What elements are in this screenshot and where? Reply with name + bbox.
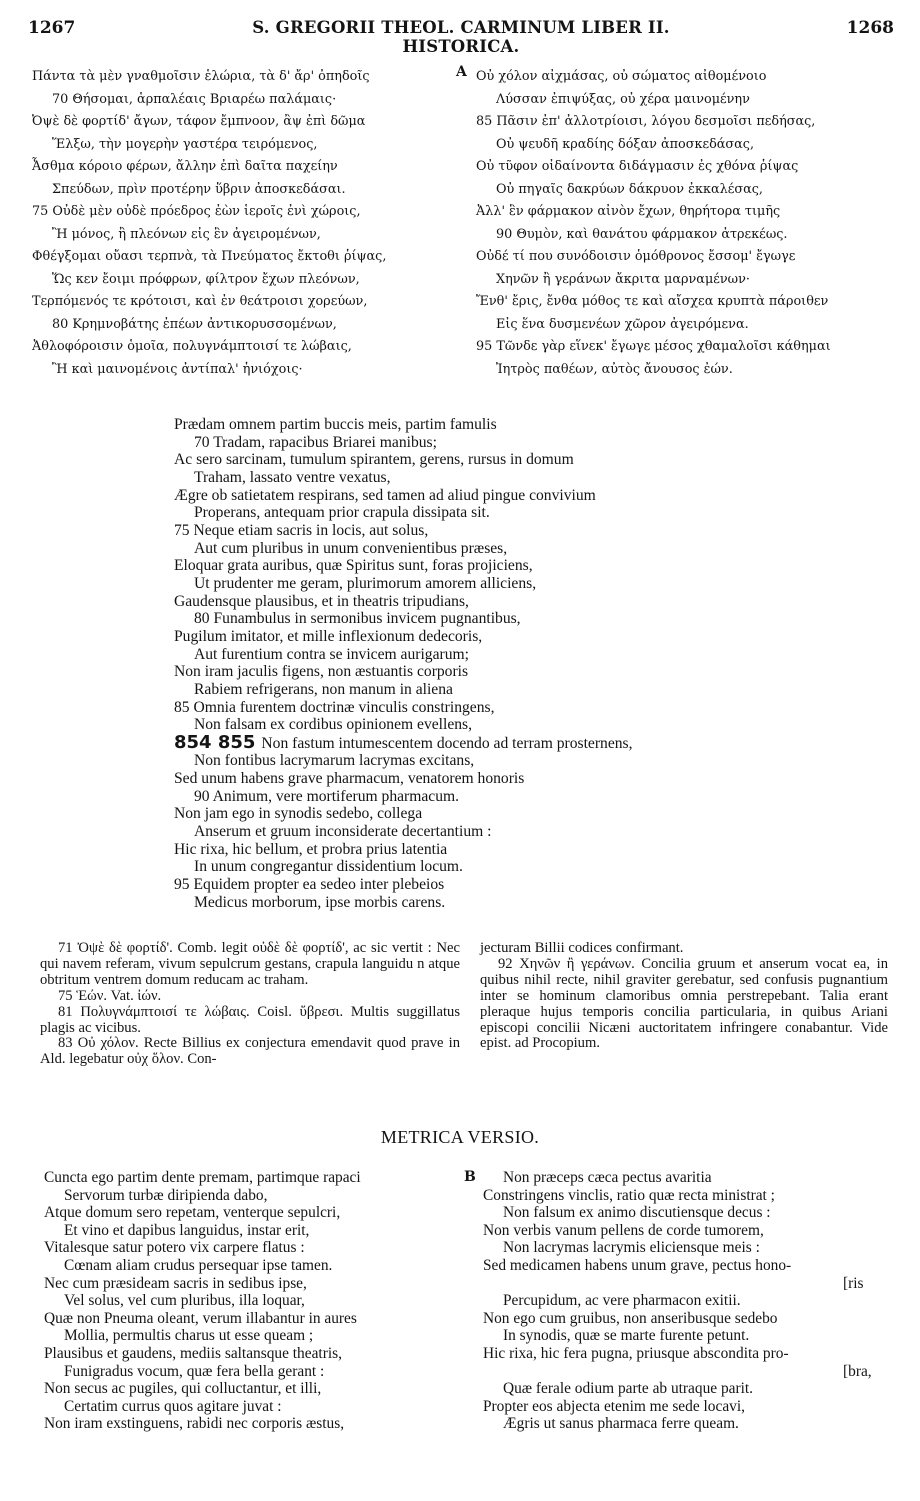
latin-line: 80 Funambulus in sermonibus invicem pugnantibus, <box>194 610 521 628</box>
metrical-line: Non secus ac pugiles, qui colluctantur, et illi, <box>44 1380 322 1398</box>
metrical-version-right-column <box>483 1169 893 1433</box>
latin-line: In unum congregantur dissidentium locum. <box>194 858 463 876</box>
latin-line: Non iram jaculis figens, non æstuantis corporis <box>174 663 469 681</box>
latin-line: Gaudensque plausibus, et in theatris tripudians, <box>174 592 469 610</box>
footnote: 75 Ἑών. Vat. ἰών. <box>58 987 162 1004</box>
metrical-line: Non præceps cæca pectus avaritia <box>503 1169 712 1186</box>
latin-line: Ægre ob satietatem respirans, sed tamen ad aliud pingue convivium <box>174 486 596 504</box>
greek-verse-line: Οὐ ψευδῆ κραδίης δόξαν ἀποσκεδάσας, <box>496 136 755 152</box>
latin-line: Non jam ego in synodis sedebo, collega <box>174 805 423 823</box>
metrical-line: Non verbis vanum pellens de corde tumorem, <box>483 1221 764 1239</box>
metrical-line: Propter eos abjecta etenim me sede locavi, <box>483 1397 745 1415</box>
latin-line-with-column-numbers <box>174 731 814 753</box>
running-header <box>28 18 894 56</box>
metrica-versio-heading: METRICA VERSIO. <box>380 1127 540 1147</box>
greek-verse-line: Ἕλξω, τὴν μογερὴν γαστέρα τειρόμενος, <box>52 136 318 152</box>
latin-line: Sed unum habens grave pharmacum, venatorem honoris <box>174 770 525 788</box>
metrical-line: Mollia, permultis charus ut esse queam ; <box>64 1327 314 1345</box>
greek-verse-line: Ὥς κεν ἔοιμι πρόφρων, φίλτρον ἔχων πλεόνων, <box>52 271 360 287</box>
metrical-line: Cuncta ego partim dente premam, partimque rapaci <box>44 1169 361 1186</box>
metrical-line: Cœnam aliam crudus persequar ipse tamen. <box>64 1256 333 1274</box>
latin-line: Non falsam ex cordibus opinionem evellens, <box>194 716 473 734</box>
latin-line: Properans, antequam prior crapula dissipata sit. <box>194 504 490 522</box>
metrical-line: Non iram exstinguens, rabidi nec corporis æstus, <box>44 1415 345 1433</box>
greek-verse-line: Ἀλλ' ἓν φάρμακον αἰνὸν ἔχων, θηρήτορα τιμῆς <box>476 204 781 219</box>
latin-line: Eloquar grata auribus, quæ Spiritus sunt, foras projiciens, <box>174 557 533 575</box>
metrical-line: Percupidum, ac vere pharmacon exitii. <box>503 1292 741 1310</box>
metrical-line: Plausibus et gaudens, mediis saltansque theatris, <box>44 1344 342 1362</box>
greek-verse-line: 90 Θυμὸν, καὶ θανάτου φάρμακον ἀτρεκέως. <box>496 226 788 242</box>
greek-verse-line: Φθέγξομαι οὔασι τερπνὰ, τὰ Πνεύματος ἔκτοθι ῥίψας, <box>32 249 387 264</box>
notes-left-column <box>40 941 460 1068</box>
latin-line: Ac sero sarcinam, tumulum spirantem, gerens, rursus in domum <box>174 451 574 469</box>
greek-text-right-column <box>476 66 916 381</box>
latin-line: Rabiem refrigerans, non manum in aliena <box>194 680 453 698</box>
metrical-line: Nec cum præsideam sacris in sedibus ipse, <box>44 1274 307 1292</box>
greek-verse-line: Εἰς ἕνα δυσμενέων χῶρον ἀγειρόμενα. <box>496 316 749 332</box>
latin-line: Medicus morborum, ipse morbis carens. <box>194 893 446 911</box>
metrical-version-left-column <box>44 1169 464 1433</box>
metrical-line: Et vino et dapibus languidus, instar erit, <box>64 1221 310 1239</box>
metrical-line: Funigradus vocum, quæ fera bella gerant : <box>64 1362 325 1380</box>
latin-line: Hic rixa, hic bellum, et probra prius latentia <box>174 840 448 858</box>
greek-verse-line: Σπεύδων, πρὶν προτέρην ὕβριν ἀποσκεδάσαι. <box>52 181 346 197</box>
latin-line: Aut furentium contra se invicem aurigarum; <box>194 645 469 663</box>
latin-line: Non fontibus lacrymarum lacrymas excitans, <box>194 752 475 770</box>
metrical-line: Servorum turbæ diripienda dabo, <box>64 1186 268 1204</box>
greek-verse-line: Ἀθλοφόροισιν ὁμοῖα, πολυγνάμπτοισί τε λώβαις, <box>32 339 352 354</box>
latin-line: Aut cum pluribus in unum convenientibus præses, <box>194 539 508 557</box>
greek-verse-line: Πάντα τὰ μὲν γναθμοῖσιν ἑλώρια, τὰ δ' ἄρ' ὀπηδοῖς <box>32 69 370 84</box>
greek-verse-line: 85 Πᾶσιν ἐπ' ἀλλοτρίοισι, λόγου δεσμοῖσι πεδήσας, <box>476 114 816 129</box>
metrical-line: Non lacrymas lacrymis eliciensque meis : <box>503 1239 760 1257</box>
latin-prose-translation <box>174 416 814 911</box>
latin-line: 90 Animum, vere mortiferum pharmacum. <box>194 787 460 805</box>
latin-line: 75 Neque etiam sacris in locis, aut solus, <box>174 521 429 539</box>
right-page-number: 1268 <box>846 18 894 38</box>
footnote: 92 Χηνῶν ἢ γεράνων. Concilia gruum et anserum vocat ea, in quibus nihil recte, nihil graviter gerebatur, sed confusis pugnantium inter se hominum clamoribus omnia perstrepebant. Talia erant pleraque hujus temporis concilia particularia, in quibus Ariani episcopi concilii Nicæni auctoritatem infringere conabantur. Vide epist. ad Procopium. <box>480 955 888 1052</box>
greek-verse-line: Ἔνθ' ἔρις, ἔνθα μόθος τε καὶ αἴσχεα κρυπτὰ πάροιθεν <box>476 294 829 309</box>
footnote: 83 Οὐ χόλον. Recte Billius ex conjectura emendavit quod prave in Ald. legebatur οὐχ ὅλον. Con- <box>40 1035 460 1068</box>
latin-line: Prædam omnem partim buccis meis, partim famulis <box>174 416 497 433</box>
notes-right-column <box>480 941 888 1052</box>
greek-verse-line: Οὐ τῦφον οἰδαίνοντα διδάγμασιν ἐς χθόνα ῥίψας <box>476 159 799 174</box>
latin-line: Ut prudenter me geram, plurimorum amorem alliciens, <box>194 574 537 592</box>
greek-verse-line: Ὀψὲ δὲ φορτίδ' ἄγων, τάφον ἔμπνοον, ἂψ ἐπὶ δῶμα <box>32 114 366 129</box>
metrical-line: Non falsum ex animo discutiensque decus : <box>503 1204 771 1222</box>
greek-text-left-column <box>32 66 472 381</box>
greek-verse-line: Ἆσθμα κόροιο φέρων, ἄλλην ἐπὶ δαῖτα παχείην <box>32 159 338 174</box>
column-numbers: 854 855 <box>174 731 256 753</box>
greek-verse-line: 95 Τῶνδε γὰρ εἵνεκ' ἔγωγε μέσος χθαμαλοῖσι κάθημαι <box>476 339 831 354</box>
latin-line-text: Non fastum intumescentem docendo ad terram prosternens, <box>261 734 633 752</box>
greek-verse-line: 70 Θήσομαι, ἁρπαλέαις Βριαρέω παλάμαις· <box>52 91 337 107</box>
footnote-continuation: jecturam Billii codices confirmant. <box>480 940 684 956</box>
metrical-line: Hic rixa, hic fera pugna, priusque abscondita pro- <box>483 1344 789 1362</box>
metrical-line-overflow: [bra, <box>843 1362 872 1380</box>
greek-verse-line: 80 Κρημνοβάτης ἐπέων ἀντικορυσσομένων, <box>52 316 337 332</box>
metrical-line-overflow: [ris <box>843 1274 864 1292</box>
latin-line: Anserum et gruum inconsiderate decertantium : <box>194 823 492 841</box>
metrical-line: In synodis, quæ se marte furente petunt. <box>503 1327 750 1345</box>
latin-line: 95 Equidem propter ea sedeo inter plebeios <box>174 876 445 894</box>
latin-line: Pugilum imitator, et mille inflexionum dedecoris, <box>174 627 483 645</box>
greek-verse-line: Ἢ καὶ μαινομένοις ἀντίπαλ' ἡνιόχοις· <box>52 361 303 377</box>
metrical-line: Vitalesque satur potero vix carpere flatus : <box>44 1239 305 1257</box>
latin-line: 85 Omnia furentem doctrinæ vinculis constringens, <box>174 698 495 716</box>
metrical-line: Certatim currus quos agitare juvat : <box>64 1397 282 1415</box>
latin-line: Traham, lassato ventre vexatus, <box>194 468 391 486</box>
latin-line: 70 Tradam, rapacibus Briarei manibus; <box>194 433 437 451</box>
footnote: 81 Πολυγνάμπτοισί τε λώβαις. Coisl. ὕβρεσι. Multis suggillatus plagis ac vicibus. <box>40 1003 460 1036</box>
greek-verse-line: Χηνῶν ἢ γεράνων ἄκριτα μαρναμένων· <box>496 271 750 287</box>
greek-verse-line: Ἢ μόνος, ἢ πλεόνων εἰς ἓν ἀγειρομένων, <box>52 226 321 242</box>
metrical-line: Sed medicamen habens unum grave, pectus hono- <box>483 1256 792 1274</box>
footnote: 71 Ὀψὲ δὲ φορτίδ'. Comb. legit οὐδὲ δὲ φορτίδ', ac sic vertit : Nec qui navem referam, vivum sepulcrum gestans, crapula languidu n atque obtritum ventrem domum reducam ac traham. <box>40 940 460 988</box>
metrical-line: Quæ ferale odium parte ab utraque parit. <box>503 1380 754 1398</box>
greek-verse-line: Οὐ πηγαῖς δακρύων δάκρυον ἐκκαλέσας, <box>496 181 763 197</box>
metrical-line: Atque domum sero repetam, venterque sepulcri, <box>44 1204 341 1222</box>
running-title: S. GREGORII THEOL. CARMINUM LIBER II. HISTORICA. <box>252 18 670 56</box>
column-marker-b: B <box>464 1169 476 1185</box>
greek-verse-line: Λύσσαν ἐπιψύξας, οὐ χέρα μαινομένην <box>496 91 750 107</box>
metrical-line: Constringens vinclis, ratio quæ recta ministrat ; <box>483 1186 775 1204</box>
metrical-line: Vel solus, vel cum pluribus, illa loquar, <box>64 1292 305 1310</box>
metrical-line: Quæ non Pneuma oleant, verum illabantur in aures <box>44 1309 357 1327</box>
greek-verse-line: 75 Οὐδὲ μὲν οὐδὲ πρόεδρος ἐὼν ἱεροῖς ἐνὶ χώροις, <box>32 204 361 219</box>
column-marker-a: A <box>456 64 467 80</box>
greek-verse-line: Οὐ χόλον αἰχμάσας, οὐ σώματος αἰθομένοιο <box>476 69 767 84</box>
greek-verse-line: Ἰητρὸς παθέων, αὐτὸς ἄνουσος ἐών. <box>496 361 733 377</box>
greek-verse-line: Οὐδέ τί που συνόδοισιν ὁμόθρονος ἔσσομ' ἔγωγε <box>476 249 796 264</box>
metrical-line: Non ego cum gruibus, non anseribusque sedebo <box>483 1309 778 1327</box>
left-page-number: 1267 <box>28 18 76 38</box>
metrical-line: Ægris ut sanus pharmaca ferre queam. <box>503 1415 739 1433</box>
greek-verse-line: Τερπόμενός τε κρότοισι, καὶ ἐν θεάτροισι χορεύων, <box>32 294 368 309</box>
